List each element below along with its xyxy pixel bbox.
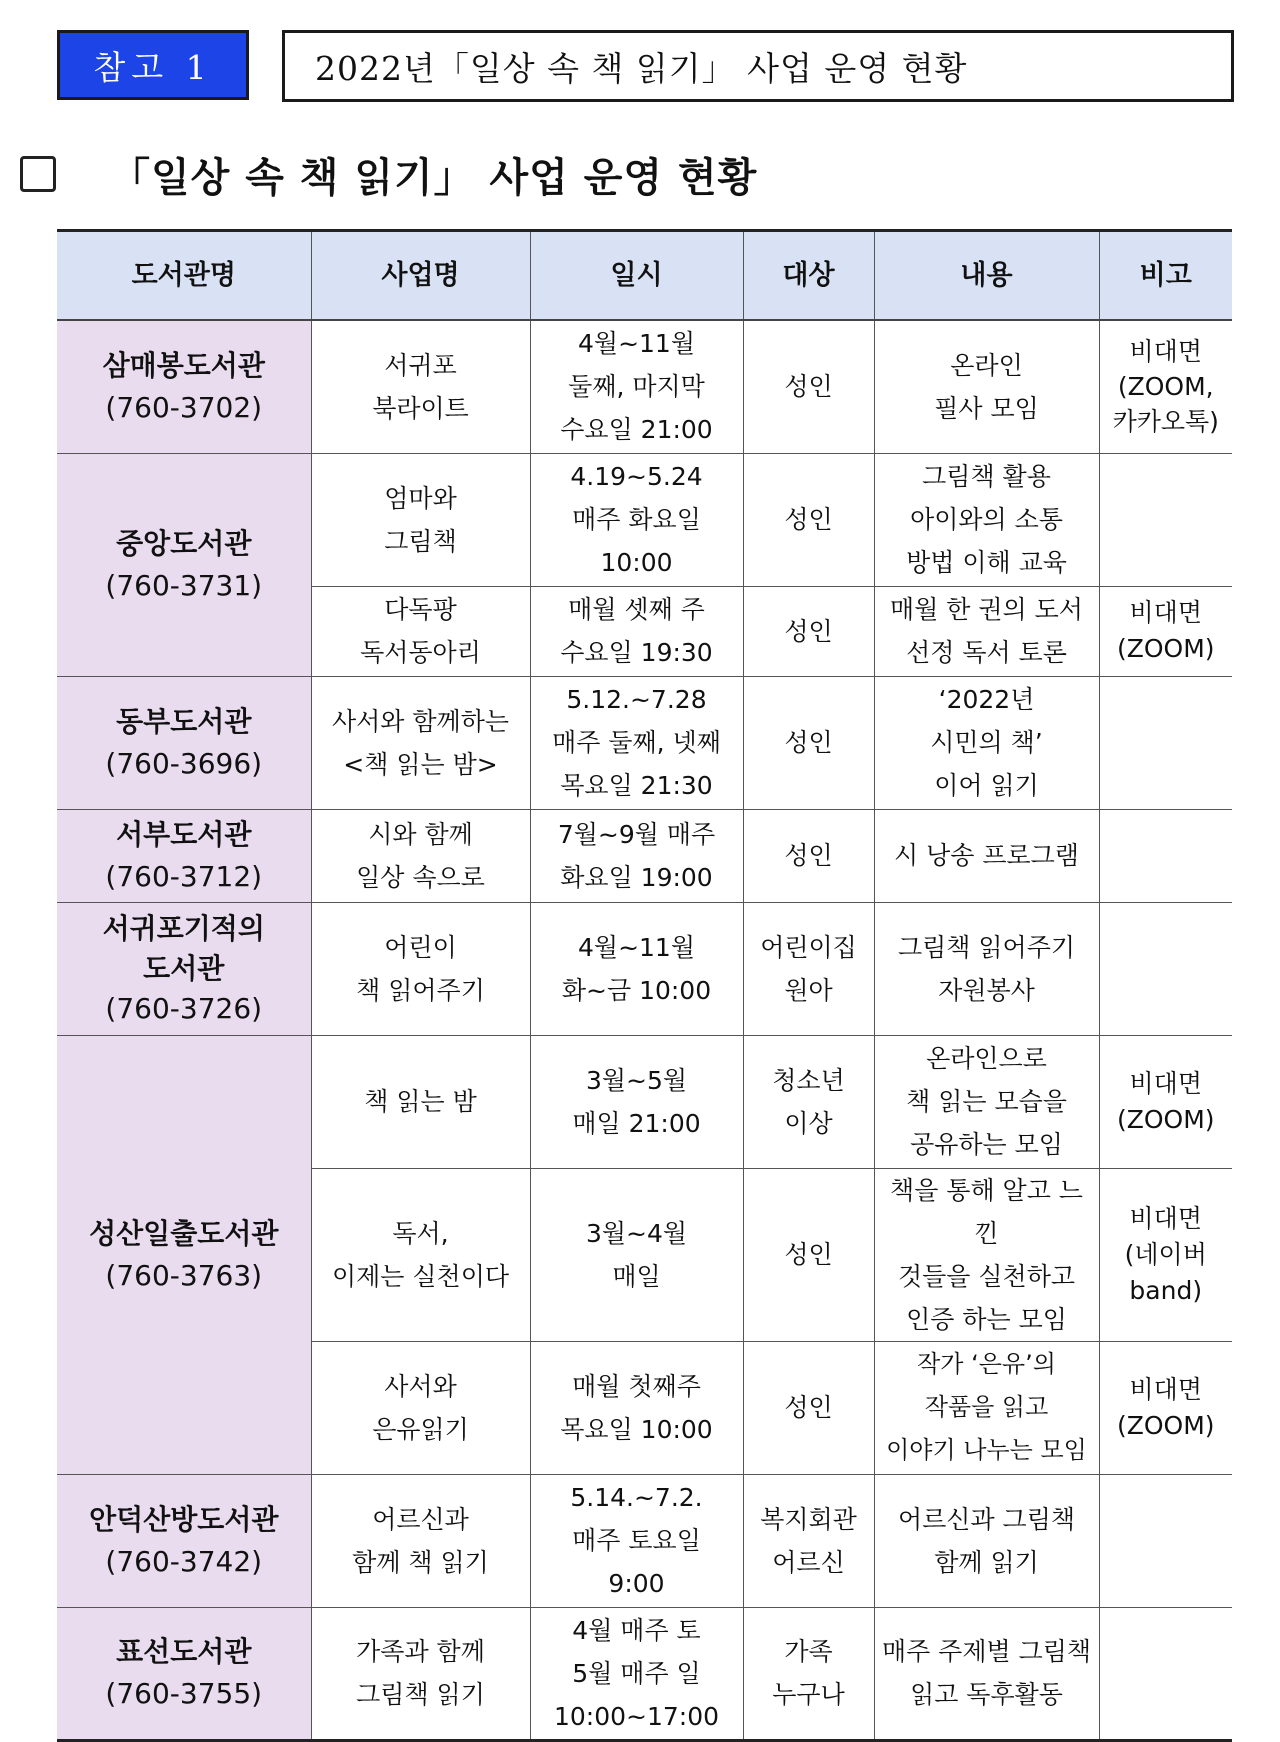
section-title: 「일상 속 책 읽기」 사업 운영 현황 bbox=[110, 154, 758, 201]
library-phone: (760-3742) bbox=[105, 1544, 263, 1578]
library-cell bbox=[57, 902, 311, 1035]
program-content: 그림책 읽어주기 자원봉사 bbox=[874, 902, 1099, 1035]
program-note: 비대면 (ZOOM) bbox=[1099, 1341, 1232, 1474]
table-row bbox=[57, 902, 1232, 1035]
table-row bbox=[57, 809, 1232, 902]
program-table bbox=[57, 229, 1232, 1742]
library-name: 중앙도서관 bbox=[116, 526, 252, 560]
program-target: 성인 bbox=[743, 809, 874, 902]
checkbox-icon bbox=[20, 156, 56, 192]
program-content: 매월 한 권의 도서 선정 독서 토론 bbox=[874, 586, 1099, 676]
program-datetime: 5.12.~7.28 매주 둘째, 넷째 목요일 21:30 bbox=[530, 676, 743, 809]
program-datetime: 4월 매주 토 5월 매주 일 10:00~17:00 bbox=[530, 1607, 743, 1740]
program-content: 그림책 활용 아이와의 소통 방법 이해 교육 bbox=[874, 453, 1099, 586]
program-note: 비대면 (ZOOM, 카카오톡) bbox=[1099, 320, 1232, 453]
library-phone: (760-3696) bbox=[105, 746, 263, 780]
library-name: 성산일출도서관 bbox=[89, 1216, 279, 1250]
header-datetime: 일시 bbox=[530, 231, 743, 321]
program-target: 성인 bbox=[743, 320, 874, 453]
library-phone: (760-3731) bbox=[105, 568, 263, 602]
library-name: 안덕산방도서관 bbox=[89, 1502, 279, 1536]
header-target: 대상 bbox=[743, 231, 874, 321]
header-content: 내용 bbox=[874, 231, 1099, 321]
program-content: 책을 통해 알고 느낀 것들을 실천하고 인증 하는 모임 bbox=[874, 1168, 1099, 1341]
program-note: 비대면 (ZOOM) bbox=[1099, 1035, 1232, 1168]
library-cell bbox=[57, 676, 311, 809]
program-content: 어르신과 그림책 함께 읽기 bbox=[874, 1474, 1099, 1607]
program-datetime: 3월~4월 매일 bbox=[530, 1168, 743, 1341]
program-content: ‘2022년 시민의 책’ 이어 읽기 bbox=[874, 676, 1099, 809]
library-cell bbox=[57, 1035, 311, 1474]
library-cell bbox=[57, 1474, 311, 1607]
header-library: 도서관명 bbox=[57, 231, 311, 321]
program-datetime: 3월~5월 매일 21:00 bbox=[530, 1035, 743, 1168]
program-target: 성인 bbox=[743, 586, 874, 676]
program-name: 엄마와 그림책 bbox=[311, 453, 530, 586]
program-datetime: 4월~11월 화~금 10:00 bbox=[530, 902, 743, 1035]
program-datetime: 매월 셋째 주 수요일 19:30 bbox=[530, 586, 743, 676]
library-name: 표선도서관 bbox=[116, 1635, 252, 1668]
program-note bbox=[1099, 1607, 1232, 1740]
program-note bbox=[1099, 676, 1232, 809]
program-target: 복지회관 어르신 bbox=[743, 1474, 874, 1607]
program-target: 가족 누구나 bbox=[743, 1607, 874, 1740]
program-target: 성인 bbox=[743, 676, 874, 809]
table-header-row bbox=[57, 231, 1232, 321]
table-row bbox=[57, 1607, 1232, 1740]
table-row bbox=[57, 1474, 1232, 1607]
library-cell bbox=[57, 320, 311, 453]
program-name: 사서와 은유읽기 bbox=[311, 1341, 530, 1474]
program-datetime: 4.19~5.24 매주 화요일 10:00 bbox=[530, 453, 743, 586]
program-content: 온라인 필사 모임 bbox=[874, 320, 1099, 453]
header-note: 비고 bbox=[1099, 231, 1232, 321]
program-name: 책 읽는 밤 bbox=[311, 1035, 530, 1168]
program-target: 어린이집 원아 bbox=[743, 902, 874, 1035]
table-row bbox=[57, 320, 1232, 453]
program-datetime: 4월~11월 둘째, 마지막 수요일 21:00 bbox=[530, 320, 743, 453]
program-name: 독서, 이제는 실천이다 bbox=[311, 1168, 530, 1341]
program-name: 사서와 함께하는 <책 읽는 밤> bbox=[311, 676, 530, 809]
program-content: 온라인으로 책 읽는 모습을 공유하는 모임 bbox=[874, 1035, 1099, 1168]
program-name: 가족과 함께 그림책 읽기 bbox=[311, 1607, 530, 1740]
program-note bbox=[1099, 809, 1232, 902]
program-target: 성인 bbox=[743, 453, 874, 586]
table-row bbox=[57, 1035, 1232, 1168]
program-datetime: 5.14.~7.2. 매주 토요일 9:00 bbox=[530, 1474, 743, 1607]
library-name: 서부도서관 bbox=[116, 817, 252, 851]
table-row bbox=[57, 453, 1232, 586]
library-name: 삼매봉도서관 bbox=[102, 348, 265, 382]
library-phone: (760-3763) bbox=[105, 1258, 263, 1292]
table-row bbox=[57, 676, 1232, 809]
program-name: 다독팡 독서동아리 bbox=[311, 586, 530, 676]
program-content: 작가 ‘은유’의 작품을 읽고 이야기 나누는 모임 bbox=[874, 1341, 1099, 1474]
program-name: 시와 함께 일상 속으로 bbox=[311, 809, 530, 902]
program-name: 어린이 책 읽어주기 bbox=[311, 902, 530, 1035]
program-note bbox=[1099, 1474, 1232, 1607]
program-name: 서귀포 북라이트 bbox=[311, 320, 530, 453]
program-content: 시 낭송 프로그램 bbox=[874, 809, 1099, 902]
program-note: 비대면 (ZOOM) bbox=[1099, 586, 1232, 676]
library-phone: (760-3726) bbox=[105, 991, 263, 1025]
library-phone: (760-3755) bbox=[105, 1677, 263, 1710]
library-phone: (760-3712) bbox=[105, 859, 263, 893]
program-name: 어르신과 함께 책 읽기 bbox=[311, 1474, 530, 1607]
header-program: 사업명 bbox=[311, 231, 530, 321]
document-title: 2022년「일상 속 책 읽기」 사업 운영 현황 bbox=[282, 30, 1234, 102]
library-name: 서귀포기적의 도서관 bbox=[102, 911, 265, 985]
library-name: 동부도서관 bbox=[116, 704, 252, 738]
program-target: 성인 bbox=[743, 1341, 874, 1474]
program-target: 청소년 이상 bbox=[743, 1035, 874, 1168]
program-datetime: 7월~9월 매주 화요일 19:00 bbox=[530, 809, 743, 902]
program-target: 성인 bbox=[743, 1168, 874, 1341]
section-heading bbox=[20, 148, 757, 200]
reference-badge: 참고 1 bbox=[57, 30, 249, 100]
program-note bbox=[1099, 453, 1232, 586]
program-note: 비대면 (네이버 band) bbox=[1099, 1168, 1232, 1341]
library-cell bbox=[57, 1607, 311, 1740]
program-datetime: 매월 첫째주 목요일 10:00 bbox=[530, 1341, 743, 1474]
program-note bbox=[1099, 902, 1232, 1035]
library-phone: (760-3702) bbox=[105, 390, 263, 424]
library-cell bbox=[57, 809, 311, 902]
library-cell bbox=[57, 453, 311, 676]
program-content: 매주 주제별 그림책 읽고 독후활동 bbox=[874, 1607, 1099, 1740]
